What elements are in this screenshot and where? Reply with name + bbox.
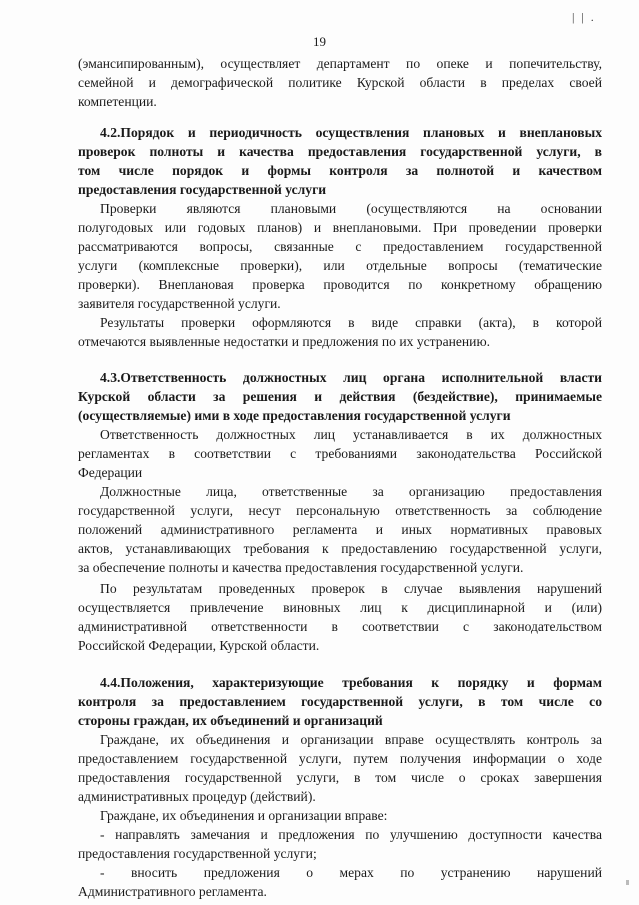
section-heading-4-2: том числе порядок и формы контроля за полнотой и качеством xyxy=(78,163,602,178)
paragraph-line: актов, устанавливающих требования к предоставлению государственной услуги, xyxy=(78,541,602,556)
paragraph-line: отмечаются выявленные недостатки и предложения по их устранению. xyxy=(78,334,491,349)
paragraph-line: рассматриваются вопросы, связанные с предоставлением государственной xyxy=(78,239,602,254)
paragraph-line: Должностные лица, ответственные за организацию предоставления xyxy=(100,484,602,499)
paragraph-line: Ответственность должностных лиц устанавливается в их должностных xyxy=(100,427,602,442)
paragraph-line: предоставления государственной услуги, в том числе о сроках завершения xyxy=(78,770,602,785)
paragraph-line: проверки). Внеплановая проверка проводится по конкретному обращению xyxy=(78,277,602,292)
section-heading-4-2: предоставления государственной услуги xyxy=(78,182,327,197)
section-heading-4-4: 4.4.Положения, характеризующие требования к порядку и формам xyxy=(100,675,602,690)
corner-mark: | | . xyxy=(572,10,596,24)
paragraph-line: (эмансипированным), осуществляет департамент по опеке и попечительству, xyxy=(78,56,602,71)
paragraph-line: По результатам проведенных проверок в случае выявления нарушений xyxy=(100,581,602,596)
paragraph-line: положений административного регламента и иных нормативных правовых xyxy=(78,522,602,537)
bullet-item: - направлять замечания и предложения по улучшению доступности качества xyxy=(100,827,602,842)
section-heading-4-4: контроля за предоставлением государственной услуги, в том числе со xyxy=(78,694,602,709)
page-number: 19 xyxy=(313,34,326,49)
bullet-item: Административного регламента. xyxy=(78,884,267,899)
paragraph-line: семейной и демографической политике Курской области в пределах своей xyxy=(78,75,602,90)
section-heading-4-2: 4.2.Порядок и периодичность осуществления плановых и внеплановых xyxy=(100,125,602,140)
section-heading-4-2: проверок полноты и качества предоставления государственной услуги, в xyxy=(78,144,602,159)
paragraph-line: компетенции. xyxy=(78,94,157,109)
section-heading-4-4: стороны граждан, их объединений и организаций xyxy=(78,713,383,728)
paragraph-line: административных процедур (действий). xyxy=(78,789,316,804)
paragraph-line: государственной услуги, несут персональную ответственность за соблюдение xyxy=(78,503,602,518)
paragraph-line: регламентах в соответствии с требованиями законодательства Российской xyxy=(78,446,602,461)
paragraph-line: Граждане, их объединения и организации вправе: xyxy=(100,808,388,823)
paragraph-line: Граждане, их объединения и организации вправе осуществлять контроль за xyxy=(100,732,602,747)
paragraph-line: за обеспечение полноты и качества предоставления государственной услуги. xyxy=(78,560,524,575)
paragraph-line: Российской Федерации, Курской области. xyxy=(78,638,320,653)
paragraph-line: осуществляется привлечение виновных лиц к дисциплинарной и (или) xyxy=(78,600,602,615)
paragraph-line: полугодовых или годовых планов) и внеплановыми. При проведении проверки xyxy=(78,220,602,235)
paragraph-line: заявителя государственной услуги. xyxy=(78,296,281,311)
paragraph-line: услуги (комплексные проверки), или отдельные вопросы (тематические xyxy=(78,258,602,273)
paragraph-line: Проверки являются плановыми (осуществляются на основании xyxy=(100,201,602,216)
section-heading-4-3: Курской области за решения и действия (бездействие), принимаемые xyxy=(78,389,602,404)
paragraph-line: Результаты проверки оформляются в виде справки (акта), в которой xyxy=(100,315,602,330)
bullet-item: предоставления государственной услуги; xyxy=(78,846,317,861)
bullet-item: - вносить предложения о мерах по устранению нарушений xyxy=(100,865,602,880)
paragraph-line: административной ответственности в соответствии с законодательством xyxy=(78,619,602,634)
section-heading-4-3: (осуществляемые) ими в ходе предоставления государственной услуги xyxy=(78,408,511,423)
paragraph-line: Федерации xyxy=(78,465,143,480)
paragraph-line: предоставлением государственной услуги, путем получения информации о ходе xyxy=(78,751,602,766)
scan-speck xyxy=(626,880,629,885)
section-heading-4-3: 4.3.Ответственность должностных лиц органа исполнительной власти xyxy=(100,370,602,385)
